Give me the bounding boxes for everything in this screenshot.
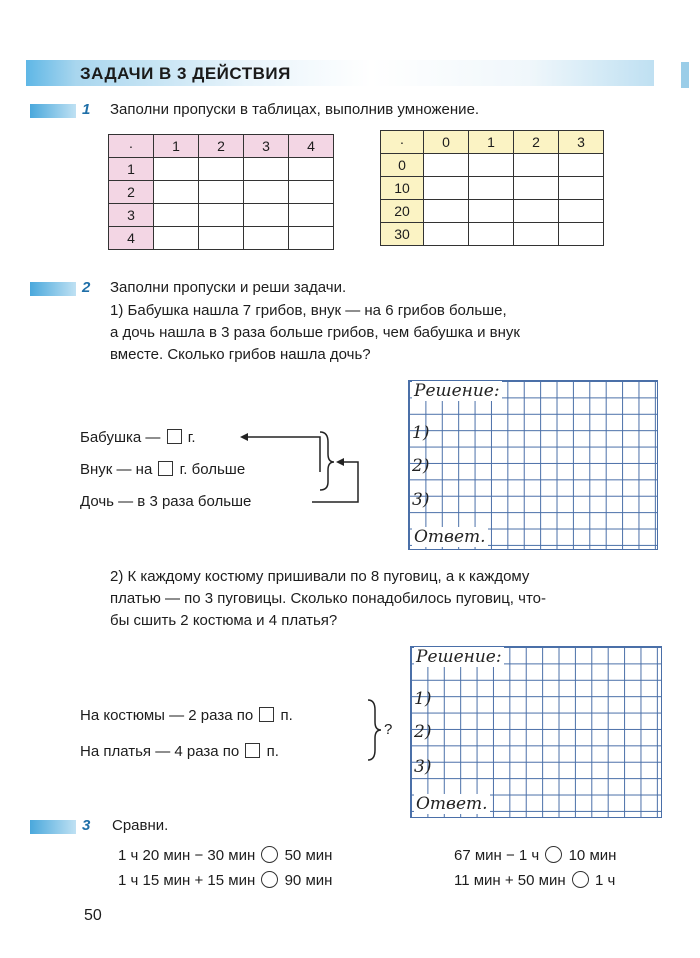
table-cell[interactable]: [289, 227, 334, 250]
table-row-header: 3: [109, 204, 154, 227]
table-cell[interactable]: [559, 223, 604, 246]
table-cell[interactable]: [514, 200, 559, 223]
problem-1-text: [110, 300, 660, 366]
table-row-header: 1: [109, 158, 154, 181]
blank-box[interactable]: [245, 743, 260, 758]
table-row-header: 20: [381, 200, 424, 223]
table-cell[interactable]: [514, 177, 559, 200]
step-label: 3): [412, 490, 430, 510]
step-label: 1): [412, 423, 430, 443]
schema-row-grandma: Бабушка — г.: [80, 429, 196, 446]
step-label: 2): [414, 722, 432, 742]
table-col-header: 2: [199, 135, 244, 158]
schema-brace: [366, 698, 382, 762]
table-corner: ·: [381, 131, 424, 154]
table-cell[interactable]: [244, 158, 289, 181]
table-row-header: 4: [109, 227, 154, 250]
table-cell[interactable]: [424, 177, 469, 200]
table-col-header: 2: [514, 131, 559, 154]
table-row-header: 2: [109, 181, 154, 204]
table-col-header: 4: [289, 135, 334, 158]
problem-line: вместе. Сколько грибов нашла дочь?: [110, 346, 371, 363]
table-cell[interactable]: [154, 181, 199, 204]
multiplication-table-a: [108, 134, 334, 250]
table-col-header: 3: [244, 135, 289, 158]
table-cell[interactable]: [199, 227, 244, 250]
table-cell[interactable]: [559, 200, 604, 223]
table-col-header: 0: [424, 131, 469, 154]
table-cell[interactable]: [244, 204, 289, 227]
task-number: 3: [82, 817, 91, 834]
problem-line: 1) Бабушка нашла 7 грибов, внук — на 6 грибов больше,: [110, 302, 507, 319]
table-cell[interactable]: [469, 177, 514, 200]
table-cell[interactable]: [244, 227, 289, 250]
task-number: 2: [82, 279, 91, 296]
schema-row-grandson: Внук — на г. больше: [80, 461, 246, 478]
step-label: 2): [412, 456, 430, 476]
blank-box[interactable]: [158, 461, 173, 476]
compare-circle[interactable]: [261, 846, 278, 863]
solution-label: Решение:: [416, 647, 502, 667]
table-cell[interactable]: [424, 200, 469, 223]
task-marker: [30, 282, 76, 296]
schema-row-daughter: Дочь — в 3 раза больше: [80, 493, 252, 510]
table-row-header: 0: [381, 154, 424, 177]
table-cell[interactable]: [244, 181, 289, 204]
schema-row-dresses: На платья — 4 раза по п.: [80, 743, 279, 760]
solution-label: Решение:: [414, 381, 500, 401]
task-marker: [30, 104, 76, 118]
edge-mark: [681, 62, 689, 88]
table-cell[interactable]: [424, 223, 469, 246]
question-mark: ?: [384, 721, 393, 738]
schema-row-suits: На костюмы — 2 раза по п.: [80, 707, 293, 724]
table-cell[interactable]: [289, 204, 334, 227]
table-cell[interactable]: [469, 154, 514, 177]
table-cell[interactable]: [154, 227, 199, 250]
compare-circle[interactable]: [572, 871, 589, 888]
problem-2-text: [110, 566, 660, 632]
step-label: 3): [414, 757, 432, 777]
problem-line: а дочь нашла в 3 раза больше грибов, чем бабушка и внук: [110, 324, 520, 341]
page-number: 50: [84, 907, 102, 924]
table-cell[interactable]: [469, 200, 514, 223]
compare-row: 11 мин + 50 мин 1 ч: [454, 872, 616, 889]
compare-row: 67 мин − 1 ч 10 мин: [454, 847, 617, 864]
problem-line: 2) К каждому костюму пришивали по 8 пуговиц, а к каждому: [110, 568, 530, 585]
table-col-header: 1: [469, 131, 514, 154]
table-col-header: 1: [154, 135, 199, 158]
problem-line: бы сшить 2 костюма и 4 платья?: [110, 612, 338, 629]
answer-label: Ответ.: [416, 794, 488, 814]
step-label: 1): [414, 689, 432, 709]
table-cell[interactable]: [199, 204, 244, 227]
problem-line: платью — по 3 пуговицы. Сколько понадобилось пуговиц, что-: [110, 590, 546, 607]
compare-circle[interactable]: [261, 871, 278, 888]
solution-grid[interactable]: [410, 646, 662, 818]
task-instruction: Заполни пропуски в таблицах, выполнив умножение.: [110, 101, 480, 118]
task-instruction: Заполни пропуски и реши задачи.: [110, 279, 347, 296]
task-number: 1: [82, 101, 91, 118]
schema-arrows: [230, 424, 370, 514]
table-cell[interactable]: [289, 181, 334, 204]
solution-grid[interactable]: [408, 380, 658, 550]
table-corner: ·: [109, 135, 154, 158]
table-cell[interactable]: [469, 223, 514, 246]
task-instruction: Сравни.: [112, 817, 169, 834]
compare-circle[interactable]: [545, 846, 562, 863]
table-cell[interactable]: [289, 158, 334, 181]
table-col-header: 3: [559, 131, 604, 154]
table-row-header: 10: [381, 177, 424, 200]
compare-row: 1 ч 15 мин + 15 мин 90 мин: [118, 872, 333, 889]
table-cell[interactable]: [559, 154, 604, 177]
compare-row: 1 ч 20 мин − 30 мин 50 мин: [118, 847, 333, 864]
table-cell[interactable]: [154, 204, 199, 227]
table-cell[interactable]: [559, 177, 604, 200]
multiplication-table-b: [380, 130, 604, 246]
task-marker: [30, 820, 76, 834]
blank-box[interactable]: [259, 707, 274, 722]
page-title: ЗАДАЧИ В 3 ДЕЙСТВИЯ: [80, 64, 291, 83]
table-cell[interactable]: [199, 158, 244, 181]
table-cell[interactable]: [199, 181, 244, 204]
table-cell[interactable]: [514, 223, 559, 246]
table-cell[interactable]: [514, 154, 559, 177]
blank-box[interactable]: [167, 429, 182, 444]
table-cell[interactable]: [154, 158, 199, 181]
table-cell[interactable]: [424, 154, 469, 177]
answer-label: Ответ.: [414, 527, 486, 547]
table-row-header: 30: [381, 223, 424, 246]
